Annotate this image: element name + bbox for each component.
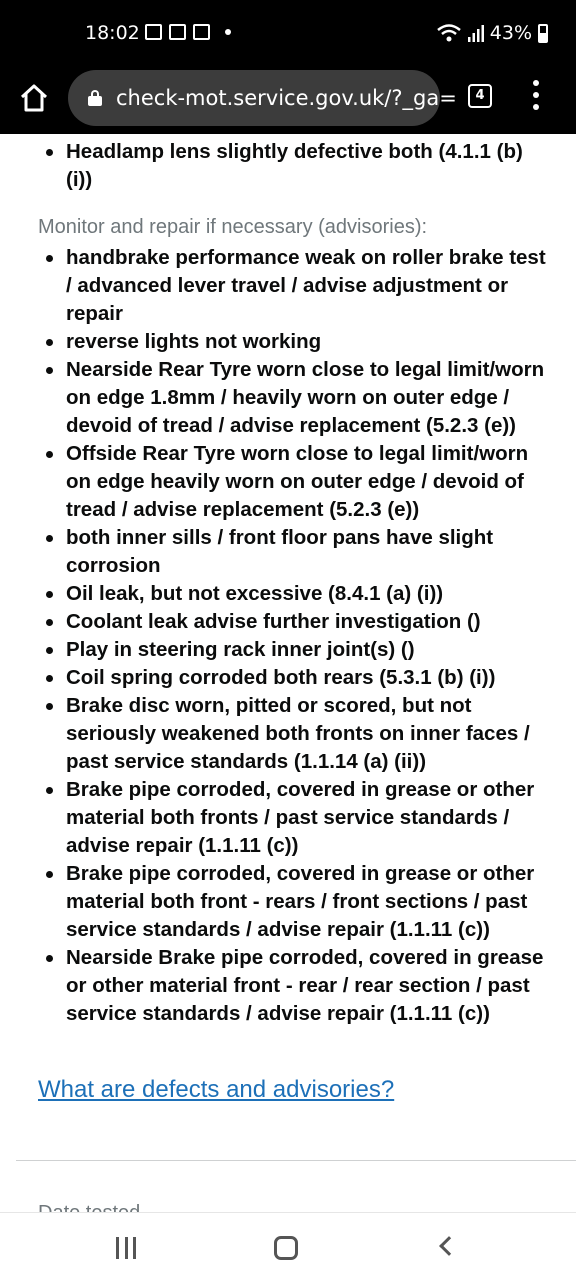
recent-apps-icon[interactable] (116, 1237, 136, 1259)
page-content (0, 134, 576, 1212)
list-item: Brake pipe corroded, covered in grease or other material both fronts / past service standards / advise repair (1.1.11 (c)) (0, 776, 576, 860)
system-nav-bar (0, 1212, 576, 1280)
battery-percent: 43% (489, 22, 532, 44)
wifi-icon (436, 23, 462, 43)
list-item: Headlamp lens slightly defective both (4.1.1 (b) (i)) (0, 138, 576, 194)
news-icon (169, 24, 186, 40)
facebook-icon (193, 24, 210, 40)
list-item: both inner sills / front floor pans have slight corrosion (0, 524, 576, 580)
home-icon[interactable] (18, 82, 50, 114)
list-item: Nearside Brake pipe corroded, covered in grease or other material front - rear / rear section / past service standards / advise repair (1.1.11 (c)) (0, 944, 576, 1028)
list-item: Play in steering rack inner joint(s) () (0, 636, 576, 664)
list-item: Oil leak, but not excessive (8.4.1 (a) (i)) (0, 580, 576, 608)
list-item: Brake disc worn, pitted or scored, but not seriously weakened both fronts on inner faces / past service standards (1.1.14 (a) (ii)) (0, 692, 576, 776)
list-item: handbrake performance weak on roller brake test / advanced lever travel / advise adjustment or repair (0, 244, 576, 328)
defects-advisories-help-link[interactable]: What are defects and advisories? (38, 1076, 395, 1103)
lock-icon (88, 90, 102, 106)
list-item: Coil spring corroded both rears (5.3.1 (b) (i)) (0, 664, 576, 692)
back-icon[interactable] (439, 1236, 459, 1256)
advisories-list (0, 244, 576, 1028)
date-tested-label (38, 1202, 140, 1212)
defects-list (0, 138, 576, 194)
gallery-icon (145, 24, 162, 40)
list-item: Coolant leak advise further investigation () (0, 608, 576, 636)
browser-toolbar (0, 68, 576, 134)
notification-icons (145, 24, 231, 40)
status-time: 18:02 (85, 22, 140, 44)
url-text: check-mot.service.gov.uk/?_ga= (116, 86, 457, 110)
advisories-heading: Monitor and repair if necessary (advisories): (38, 216, 428, 238)
section-divider (16, 1160, 576, 1161)
more-menu-icon[interactable] (532, 80, 540, 110)
tab-switcher-button[interactable]: 4 (468, 84, 492, 108)
list-item: reverse lights not working (0, 328, 576, 356)
home-nav-icon[interactable] (274, 1236, 298, 1260)
list-item: Brake pipe corroded, covered in grease or other material both front - rears / front sections / past service standards / advise repair (1.1.11 (c)) (0, 860, 576, 944)
list-item: Nearside Rear Tyre worn close to legal limit/worn on edge 1.8mm / heavily worn on outer edge / devoid of tread / advise replacement (5.2.3 (e)) (0, 356, 576, 440)
signal-icon (468, 24, 484, 42)
list-item: Offside Rear Tyre worn close to legal limit/worn on edge heavily worn on outer edge / devoid of tread / advise replacement (5.2.3 (e)) (0, 440, 576, 524)
battery-icon (538, 24, 548, 43)
address-bar[interactable] (68, 70, 457, 126)
status-bar (0, 0, 576, 68)
status-right (436, 22, 548, 44)
dot-icon (225, 29, 231, 35)
